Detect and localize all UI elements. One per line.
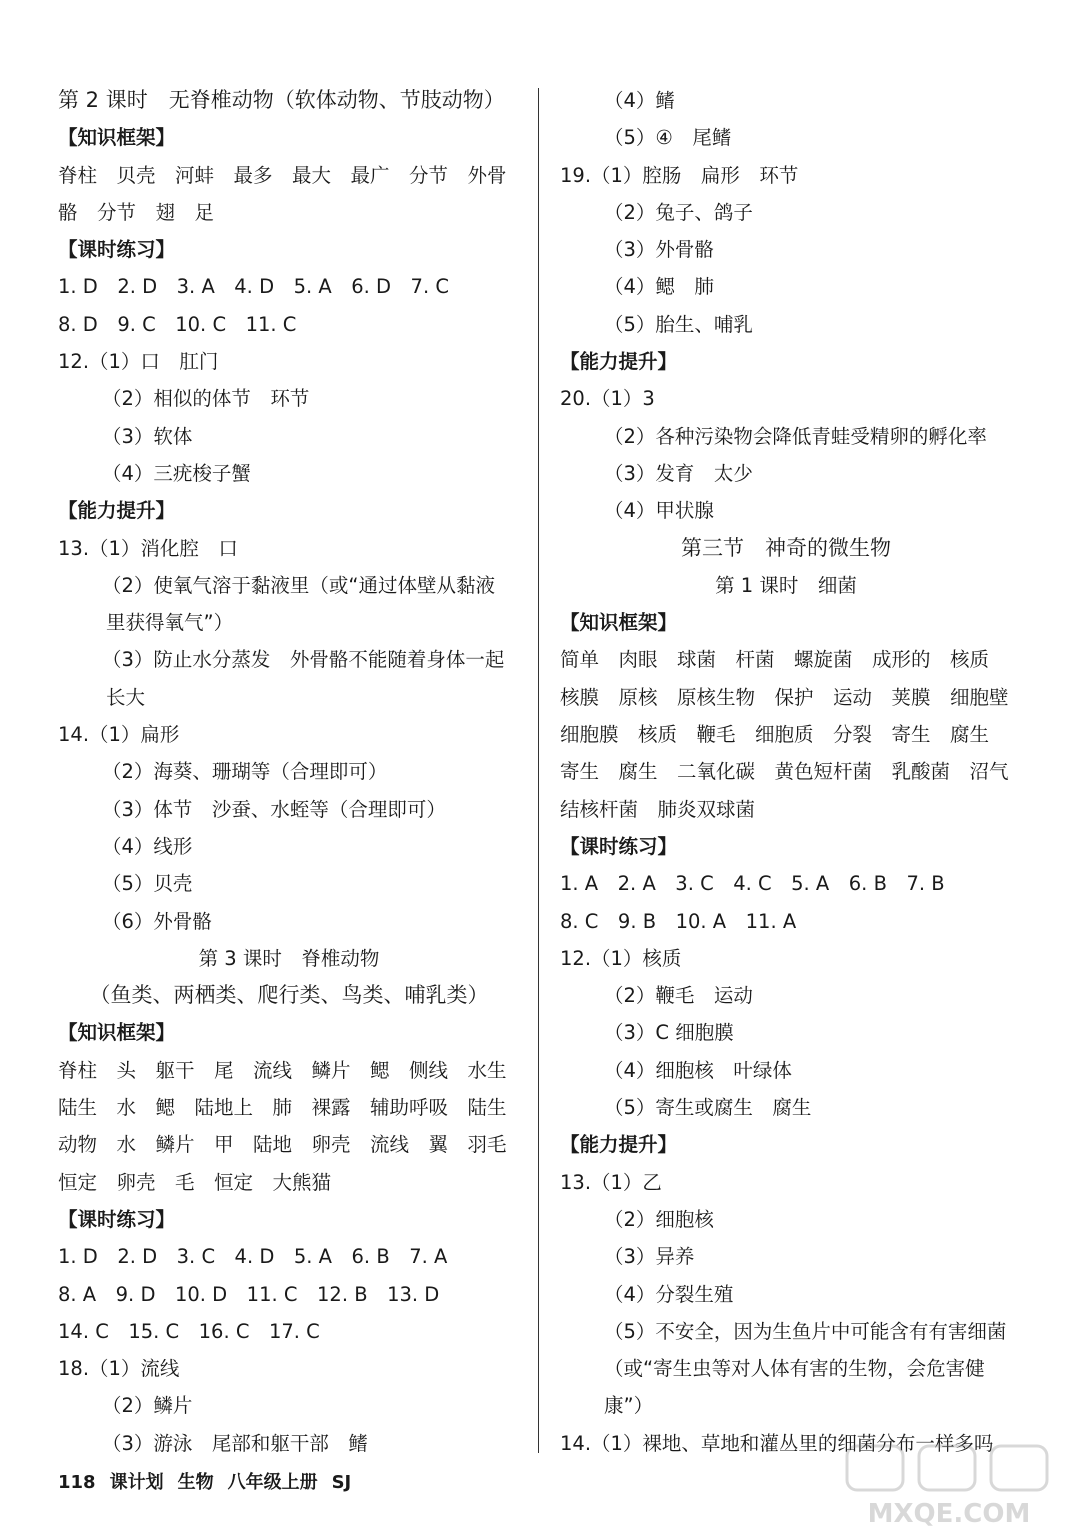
- grade: 八年级上册: [227, 1472, 318, 1493]
- left-column-line: （2）相似的体节 环节: [102, 387, 310, 411]
- left-column-line: （2）海葵、珊瑚等（合理即可）: [102, 760, 388, 784]
- right-column-line: 【能力提升】: [560, 350, 678, 374]
- page-footer: [58, 1468, 365, 1494]
- right-column-line: 【知识框架】: [560, 611, 678, 635]
- right-column-line: 简单 肉眼 球菌 杆菌 螺旋菌 成形的 核质: [560, 648, 990, 672]
- left-column-line: 第 2 课时 无脊椎动物（软体动物、节肢动物）: [58, 88, 505, 112]
- right-column-line: （2）兔子、鸽子: [604, 200, 753, 224]
- right-column-line: （4）鳍: [604, 89, 675, 112]
- left-column-line: 【课时练习】: [58, 1207, 176, 1231]
- right-column-line: （3）异养: [604, 1245, 695, 1269]
- right-column-line: 【课时练习】: [560, 834, 678, 858]
- left-column-line: 第 3 课时 脊椎动物: [198, 946, 380, 970]
- series-name: 课计划: [109, 1472, 164, 1493]
- left-column-line: 1. D 2. D 3. A 4. D 5. A 6. D 7. C: [58, 275, 449, 299]
- left-column-line: 动物 水 鳞片 甲 陆地 卵壳 流线 翼 羽毛: [58, 1133, 507, 1157]
- left-column-line: （4）三疣梭子蟹: [102, 461, 251, 485]
- subject: 生物: [177, 1472, 214, 1493]
- right-column-line: 19.（1）腔肠 扁形 环节: [560, 163, 799, 187]
- right-column-line: （5）胎生、哺乳: [604, 312, 753, 336]
- left-column-line: （3）防止水分蒸发 外骨骼不能随着身体一起: [102, 648, 505, 672]
- edition: SJ: [331, 1472, 352, 1493]
- right-column-line: 结核杆菌 肺炎双球菌: [560, 797, 756, 821]
- right-column-line: 8. C 9. B 10. A 11. A: [560, 909, 797, 933]
- left-column-line: 【课时练习】: [58, 238, 176, 262]
- left-column-line: 【知识框架】: [58, 1021, 176, 1045]
- left-column-line: 里获得氧气”）: [106, 611, 234, 635]
- right-column-line: （2）各种污染物会降低青蛙受精卵的孵化率: [604, 424, 987, 448]
- right-column-line: 康”）: [604, 1394, 654, 1418]
- right-column-line: （3）C 细胞膜: [604, 1021, 734, 1045]
- right-column-line: （4）甲状腺: [604, 499, 714, 523]
- left-column-line: 脊柱 贝壳 河蚌 最多 最大 最广 分节 外骨: [58, 163, 507, 187]
- right-column-line: （2）细胞核: [604, 1207, 714, 1231]
- right-column-line: （4）分裂生殖: [604, 1282, 734, 1306]
- right-column-line: 第三节 神奇的微生物: [681, 535, 891, 560]
- left-column-line: （鱼类、两栖类、爬行类、鸟类、哺乳类）: [89, 983, 489, 1008]
- left-column-line: （2）鳞片: [102, 1394, 193, 1418]
- left-column: [58, 82, 520, 1462]
- right-column-line: （或“寄生虫等对人体有害的生物，会危害健: [604, 1357, 985, 1381]
- right-column-line: 20.（1）3: [560, 387, 655, 411]
- left-column-line: 18.（1）流线: [58, 1357, 180, 1381]
- right-column-line: 【能力提升】: [560, 1133, 678, 1157]
- left-column-line: （3）软体: [102, 424, 193, 448]
- right-column-line: 寄生 腐生 二氧化碳 黄色短杆菌 乳酸菌 沼气: [560, 760, 1009, 784]
- left-column-line: 13.（1）消化腔 口: [58, 536, 238, 560]
- right-column-line: （4）细胞核 叶绿体: [604, 1058, 792, 1082]
- left-column-line: 恒定 卵壳 毛 恒定 大熊猫: [58, 1170, 332, 1194]
- right-column-line: （4）鳃 肺: [604, 275, 714, 299]
- right-column-line: 第 1 课时 细菌: [715, 573, 857, 597]
- left-column-line: 骼 分节 翅 足: [58, 200, 215, 224]
- left-column-line: 陆生 水 鳃 陆地上 肺 裸露 辅助呼吸 陆生: [58, 1096, 507, 1120]
- right-column-line: （3）外骨骼: [604, 238, 714, 262]
- right-column-line: 12.（1）核质: [560, 946, 682, 970]
- left-column-line: （3）游泳 尾部和躯干部 鳍: [102, 1431, 368, 1455]
- left-column-line: 8. D 9. C 10. C 11. C: [58, 312, 297, 336]
- left-column-line: 【能力提升】: [58, 499, 176, 523]
- right-column-line: 14.（1）裸地、草地和灌丛里的细菌分布一样多吗: [560, 1431, 994, 1455]
- right-column: [560, 82, 1012, 1462]
- left-column-line: （2）使氧气溶于黏液里（或“通过体壁从黏液: [102, 573, 496, 597]
- right-column-line: 核膜 原核 原核生物 保护 运动 荚膜 细胞壁: [560, 685, 1009, 709]
- left-column-line: （6）外骨骼: [102, 909, 212, 933]
- left-column-line: 【知识框架】: [58, 126, 176, 150]
- right-column-line: （5）寄生或腐生 腐生: [604, 1096, 812, 1120]
- watermark-text: MXQE.COM: [867, 1499, 1031, 1529]
- right-column-line: （5）④ 尾鳍: [604, 126, 732, 150]
- right-column-line: 细胞膜 核质 鞭毛 细胞质 分裂 寄生 腐生: [560, 723, 990, 747]
- right-column-line: 13.（1）乙: [560, 1170, 662, 1194]
- right-column-line: （2）鞭毛 运动: [604, 984, 753, 1008]
- left-column-line: （5）贝壳: [102, 872, 193, 896]
- right-column-line: （3）发育 太少: [604, 461, 753, 485]
- left-column-line: 脊柱 头 躯干 尾 流线 鳞片 鳃 侧线 水生: [58, 1058, 507, 1082]
- right-column-line: （5）不安全，因为生鱼片中可能含有有害细菌: [604, 1319, 1007, 1343]
- left-column-line: 长大: [106, 685, 146, 709]
- left-column-line: 12.（1）口 肛门: [58, 350, 219, 374]
- watermark-logo: [843, 1442, 1055, 1530]
- left-column-line: （3）体节 沙蚕、水蛭等（合理即可）: [102, 797, 446, 821]
- left-column-line: 14.（1）扁形: [58, 723, 180, 747]
- left-column-line: （4）线形: [102, 834, 193, 858]
- page-number: 118: [58, 1472, 96, 1493]
- left-column-line: 14. C 15. C 16. C 17. C: [58, 1319, 320, 1343]
- left-column-line: 8. A 9. D 10. D 11. C 12. B 13. D: [58, 1282, 440, 1306]
- left-column-line: 1. D 2. D 3. C 4. D 5. A 6. B 7. A: [58, 1245, 448, 1269]
- column-divider: [538, 88, 539, 1453]
- right-column-line: 1. A 2. A 3. C 4. C 5. A 6. B 7. B: [560, 872, 945, 896]
